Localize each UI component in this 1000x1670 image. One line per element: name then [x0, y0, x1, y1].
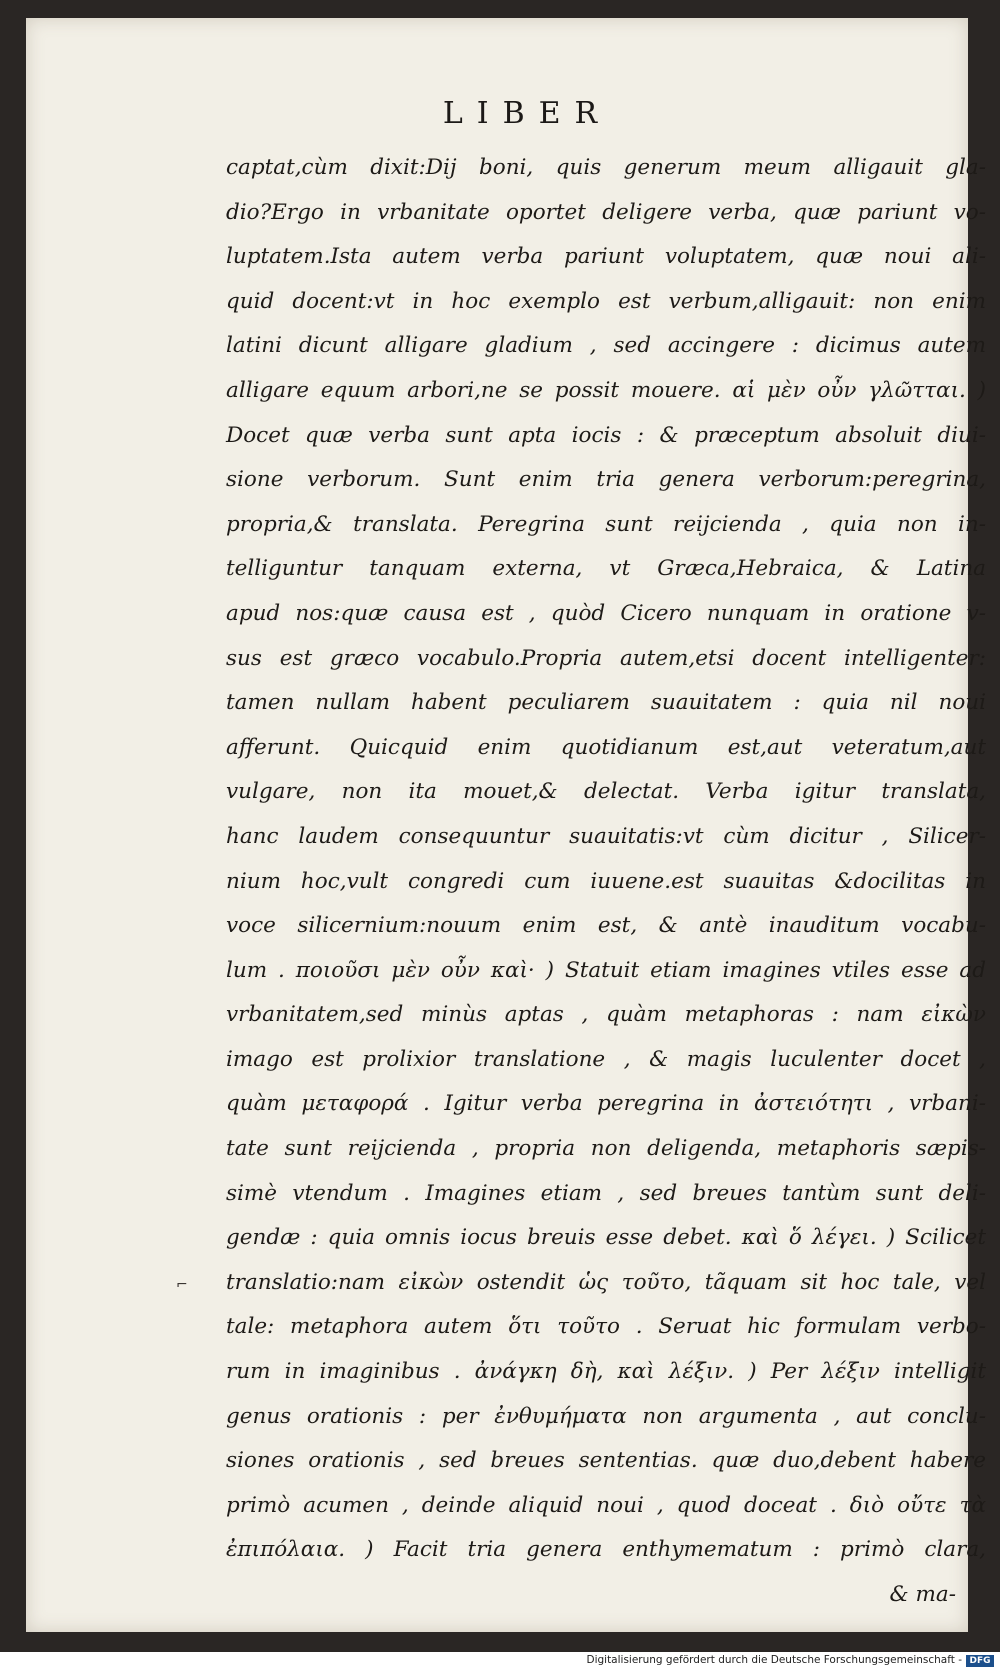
text-line: captat,cùm dixit:Dij boni, quis generum meum alligauit gla- — [226, 155, 986, 180]
text-line: simè vtendum . Imagines etiam , sed breues tantùm sunt deli- — [226, 1180, 986, 1206]
text-line: quàm μεταφορά . Igitur verba peregrina in ἀστειότητι , vrbani- — [226, 1091, 986, 1117]
text-line: lum . ποιοῦσι μὲν οὖν καὶ· ) Statuit etiam imagines vtiles esse ad — [226, 957, 986, 983]
margin-mark: ⌐ — [176, 1277, 188, 1293]
text-line: vrbanitatem,sed minùs aptas , quàm metaphoras : nam εἰκὼν — [226, 1002, 986, 1028]
text-line: afferunt. Quicquid enim quotidianum est,aut veteratum,aut — [226, 734, 986, 760]
text-line: sus est græco vocabulo.Propria autem,etsi docent intelligenter: — [226, 645, 986, 671]
body-text — [226, 146, 986, 1618]
text-line: telliguntur tanquam externa, vt Græca,Hebraica, & Latina — [226, 556, 986, 582]
text-line: ἐπιπόλαια. ) Facit tria genera enthymematum : primò clara, — [226, 1537, 986, 1563]
text-line: nium hoc,vult congredi cum iuuene.est suauitas &docilitas in — [226, 868, 986, 894]
text-line: siones orationis , sed breues sententias. quæ duo,debent habere — [226, 1448, 986, 1474]
dfg-logo: DFG — [966, 1655, 994, 1667]
text-line: tamen nullam habent peculiarem suauitatem : quia nil noui — [226, 690, 986, 716]
text-line: rum in imaginibus . ἀνάγκη δὴ, καὶ λέξιν. ) Per λέξιν intelligit — [226, 1359, 986, 1385]
text-line: luptatem.Ista autem verba pariunt voluptatem, quæ noui ali- — [226, 244, 986, 270]
text-line: tale: metaphora autem ὅτι τοῦτο . Seruat hic formulam verbo- — [226, 1314, 986, 1340]
text-line: translatio:nam εἰκὼν ostendit ὡς τοῦτο, tãquam sit hoc tale, vel — [226, 1269, 986, 1295]
text-line: gendæ : quia omnis iocus breuis esse debet. καὶ ὅ λέγει. ) Scilicet — [226, 1225, 986, 1251]
text-line: hanc laudem consequuntur suauitatis:vt cùm dicitur , Silicer- — [226, 823, 986, 849]
text-line: vulgare, non ita mouet,& delectat. Verba igitur translata, — [226, 779, 986, 805]
book-page — [26, 18, 986, 1632]
text-line: tate sunt reijcienda , propria non deligenda, metaphoris sæpis- — [226, 1136, 986, 1162]
text-line: genus orationis : per ἐνθυμήματα non argumenta , aut conclu- — [226, 1403, 986, 1429]
text-line: latini dicunt alligare gladium , sed accingere : dicimus autem — [226, 333, 986, 359]
text-line: dio?Ergo in vrbanitate oportet deligere verba, quæ pariunt vo- — [226, 199, 986, 225]
digitization-credit: Digitalisierung gefördert durch die Deutsche Forschungsgemeinschaft - — [586, 1654, 962, 1666]
text-line: primò acumen , deinde aliquid noui , quod doceat . διὸ οὔτε τὰ — [226, 1492, 986, 1518]
text-line: alligare equum arbori,ne se possit mouere. αἱ μὲν οὖν γλῶτται. ) — [226, 377, 986, 403]
text-line: quid docent:vt in hoc exemplo est verbum,alligauit: non enim — [226, 288, 986, 314]
text-line: apud nos:quæ causa est , quòd Cicero nunquam in oratione v- — [226, 600, 986, 626]
text-line: Docet quæ verba sunt apta iocis : & præceptum absoluit diui- — [226, 422, 986, 448]
text-line: & ma- — [889, 1582, 956, 1607]
text-line: voce silicernium:nouum enim est, & antè inauditum vocabu- — [226, 913, 986, 939]
text-line: imago est prolixior translatione , & magis luculenter docet , — [226, 1046, 986, 1072]
running-head: LIBER — [442, 96, 612, 131]
text-line: sione verborum. Sunt enim tria genera verborum:peregrina, — [226, 467, 986, 493]
text-line: propria,& translata. Peregrina sunt reijcienda , quia non in- — [226, 511, 986, 537]
